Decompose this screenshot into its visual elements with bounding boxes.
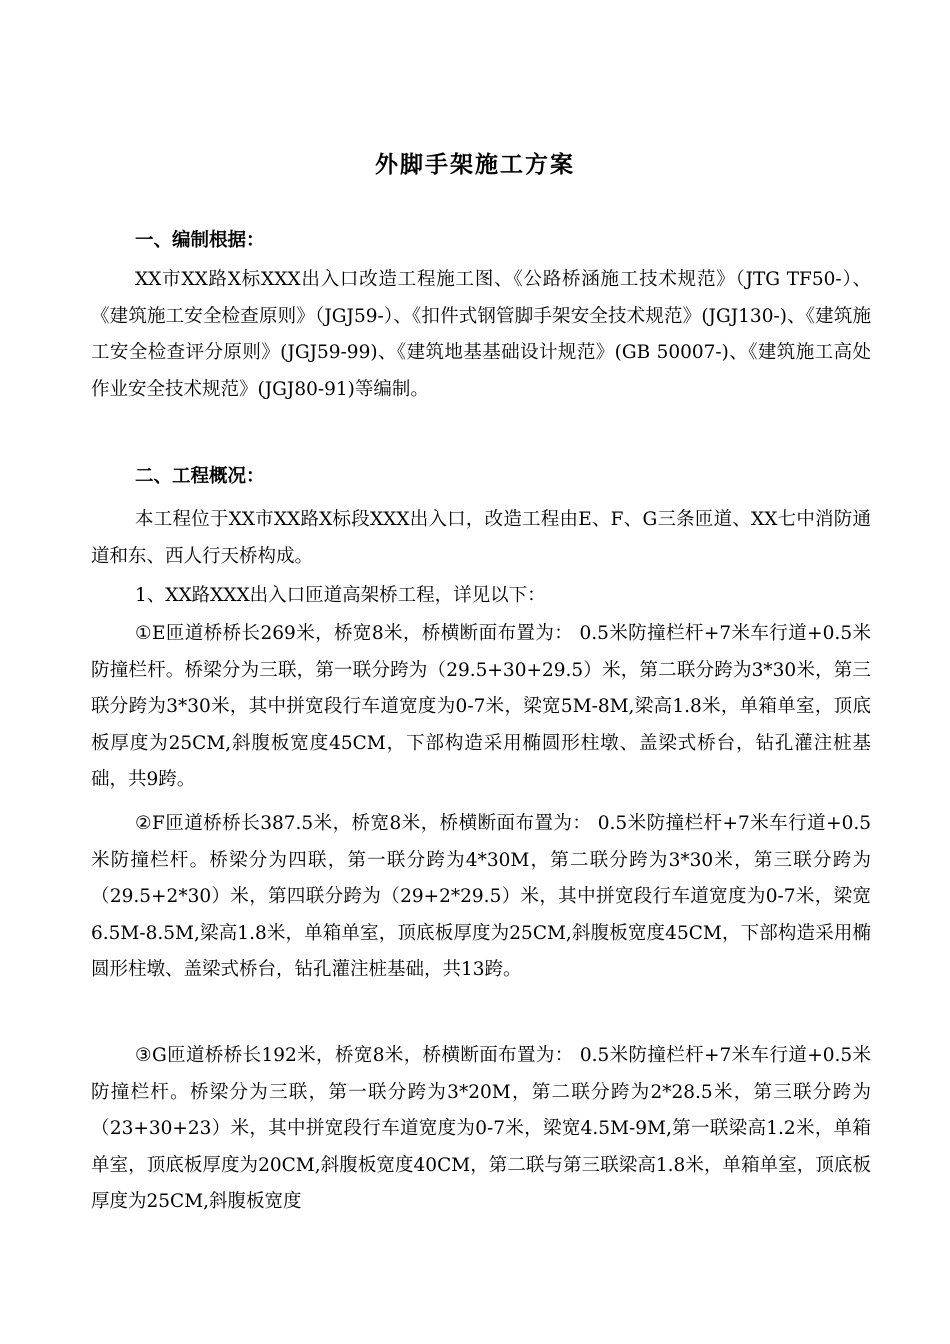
paragraph-ramp-e: ①E匝道桥桥长269米，桥宽8米，桥横断面布置为： 0.5米防撞栏杆+7米车行道+0.5米防撞栏杆。桥梁分为三联，第一联分跨为（29.5+30+29.5）米，第二联分跨为3*30米，第三联分跨为3*30米，其中拼宽段行车道宽度为0-7米，梁宽5M-8M,梁高1.8米，单箱单室，顶底板厚度为25CM,斜腹板宽度45CM，下部构造采用椭圆形柱墩、盖梁式桥台，钻孔灌注桩基础，共9跨。 <box>91 623 871 790</box>
paragraph-ramp-g: ③G匝道桥桥长192米，桥宽8米，桥横断面布置为： 0.5米防撞栏杆+7米车行道+0.5米防撞栏杆。桥梁分为三联，第一联分跨为3*20M，第二联分跨为2*28.5米，第三联分跨为（23+30+23）米，其中拼宽段行车道宽度为0-7米，梁宽4.5M-9M,第一联梁高1.2米，单箱单室，顶底板厚度为20CM,斜腹板宽度40CM，第二联与第三联梁高1.8米，单箱单室，顶底板厚度为25CM,斜腹板宽度 <box>91 1045 871 1212</box>
paragraph-basis: XX市XX路X标XXX出入口改造工程施工图、《公路桥涵施工技术规范》（JTG TF50-）、《建筑施工安全检查原则》（JGJ59-）、《扣件式钢管脚手架安全技术规范》(JGJ130-)、《建筑施工安全检查评分原则》(JGJ59-99)、《建筑地基基础设计规范》(GB 50007-)、《建筑施工高处作业安全技术规范》(JGJ80-91)等编制。 <box>91 269 871 400</box>
paragraph-overview-intro: 本工程位于XX市XX路X标段XXX出入口，改造工程由E、F、G三条匝道、XX七中消防通道和东、西人行天桥构成。 <box>91 509 871 567</box>
section-heading-basis: 一、编制根据： <box>135 230 265 251</box>
section-heading-overview: 二、工程概况： <box>135 466 265 487</box>
paragraph-item-1: 1、XX路XXX出入口匝道高架桥工程，详见以下： <box>135 585 546 606</box>
document-title: 外脚手架施工方案 <box>375 152 575 178</box>
paragraph-ramp-f: ②F匝道桥桥长387.5米，桥宽8米，桥横断面布置为： 0.5米防撞栏杆+7米车行道+0.5米防撞栏杆。桥梁分为四联，第一联分跨为4*30M，第二联分跨为3*30米，第三联分跨为（29.5+2*30）米，第四联分跨为（29+2*29.5）米，其中拼宽段行车道宽度为0-7米，梁宽6.5M-8.5M,梁高1.8米，单箱单室，顶底板厚度为25CM,斜腹板宽度45CM，下部构造采用椭圆形柱墩、盖梁式桥台，钻孔灌注桩基础，共13跨。 <box>91 813 871 980</box>
